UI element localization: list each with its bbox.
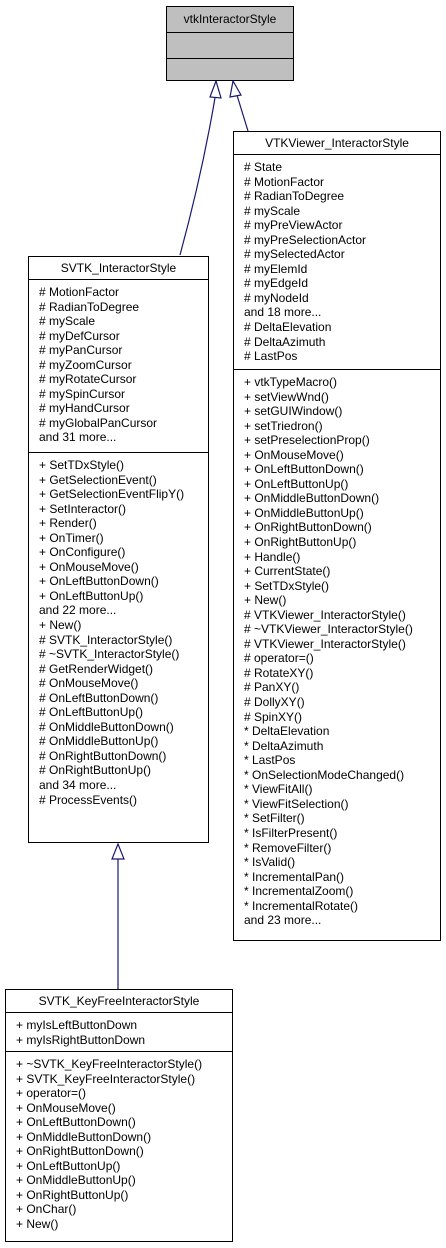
method-item: * LastPos xyxy=(244,753,296,768)
attribute-item: # RadianToDegree xyxy=(39,299,140,314)
methods-section xyxy=(6,1052,232,1237)
attribute-item: # myRotateCursor xyxy=(39,372,137,387)
attribute-item: # mySelectedActor xyxy=(244,247,345,262)
method-item: + setPreselectionProp() xyxy=(244,433,370,448)
method-item: # VTKViewer_InteractorStyle() xyxy=(244,607,406,622)
attribute-item: + myIsLeftButtonDown xyxy=(16,1018,138,1032)
class-vtkinteractorstyle[interactable] xyxy=(166,6,294,81)
attributes-section xyxy=(167,33,293,59)
method-item: + New() xyxy=(16,1217,59,1232)
arrowhead-svtk-to-base xyxy=(210,81,221,98)
method-item: # OnMouseMove() xyxy=(39,676,139,691)
method-item: * IsValid() xyxy=(244,855,296,870)
method-item: + setTriedron() xyxy=(244,418,323,433)
method-item: + OnRightButtonUp() xyxy=(16,1187,129,1202)
method-item: and 34 more... xyxy=(39,778,117,793)
method-item: + SVTK_KeyFreeInteractorStyle() xyxy=(16,1071,196,1086)
method-item: # ~SVTK_InteractorStyle() xyxy=(39,647,180,662)
attributes-section xyxy=(6,1013,232,1052)
method-item: # GetRenderWidget() xyxy=(39,661,154,676)
method-item: + OnMiddleButtonUp() xyxy=(16,1173,136,1188)
method-item: + OnMouseMove() xyxy=(244,447,344,462)
method-item: # SpinXY() xyxy=(244,709,303,724)
method-item: # OnLeftButtonDown() xyxy=(39,690,159,705)
methods-section xyxy=(234,370,440,933)
method-item: + SetTDxStyle() xyxy=(244,578,330,593)
method-item: and 22 more... xyxy=(39,603,117,618)
method-item: + OnMiddleButtonDown() xyxy=(16,1129,152,1144)
methods-section xyxy=(167,59,293,83)
method-item: # operator=() xyxy=(244,651,314,666)
method-item: # PanXY() xyxy=(244,680,300,695)
method-item: * IsFilterPresent() xyxy=(244,825,338,840)
class-name: SVTK_InteractorStyle xyxy=(29,257,208,280)
method-item: + CurrentState() xyxy=(244,564,331,579)
attribute-item: # myEdgeId xyxy=(244,276,309,291)
attribute-item: # myPreViewActor xyxy=(244,218,343,233)
method-item: * OnSelectionModeChanged() xyxy=(244,767,405,782)
method-item: + vtkTypeMacro() xyxy=(244,375,338,389)
method-item: + OnLeftButtonDown() xyxy=(244,462,364,477)
attribute-item: # DeltaElevation xyxy=(244,320,332,335)
method-item: + SetTDxStyle() xyxy=(39,458,125,472)
method-item: + OnMouseMove() xyxy=(39,559,139,574)
method-item: # ~VTKViewer_InteractorStyle() xyxy=(244,622,413,637)
method-item: * SetFilter() xyxy=(244,811,305,826)
method-item: + GetSelectionEventFlipY() xyxy=(39,487,185,502)
class-svtk-keyfree-interactorstyle[interactable] xyxy=(5,989,233,1242)
methods-section xyxy=(29,453,208,812)
method-item: + ~SVTK_KeyFreeInteractorStyle() xyxy=(16,1057,203,1071)
method-item: * ViewFitAll() xyxy=(244,782,313,797)
method-item: + OnLeftButtonDown() xyxy=(16,1115,136,1130)
method-item: # ProcessEvents() xyxy=(39,792,138,807)
attribute-item: # State xyxy=(244,160,283,174)
arrowhead-keyfree-to-svtk xyxy=(112,844,124,859)
method-item: # OnMiddleButtonDown() xyxy=(39,719,174,734)
attribute-item: # myScale xyxy=(244,203,301,218)
method-item: + GetSelectionEvent() xyxy=(39,472,157,487)
method-item: * ViewFitSelection() xyxy=(244,796,349,811)
method-item: # OnLeftButtonUp() xyxy=(39,705,144,720)
method-item: + New() xyxy=(39,618,82,633)
method-item: + OnConfigure() xyxy=(39,545,126,560)
method-item: # RotateXY() xyxy=(244,665,314,680)
method-item: # OnRightButtonDown() xyxy=(39,748,167,763)
method-item: and 23 more... xyxy=(244,913,322,928)
method-item: * DeltaElevation xyxy=(244,724,330,739)
method-item: + Handle() xyxy=(244,549,301,564)
attribute-item: # myElemId xyxy=(244,261,308,276)
class-vtkviewer-interactorstyle[interactable] xyxy=(233,131,441,941)
class-svtk-interactorstyle[interactable] xyxy=(28,256,209,843)
attribute-item: + myIsRightButtonDown xyxy=(16,1032,146,1047)
attribute-item: # DeltaAzimuth xyxy=(244,334,326,349)
attribute-item: # MotionFactor xyxy=(244,174,325,189)
method-item: # SVTK_InteractorStyle() xyxy=(39,632,173,647)
attributes-section xyxy=(29,280,208,453)
method-item: + OnTimer() xyxy=(39,530,104,545)
attribute-item: # myZoomCursor xyxy=(39,357,132,372)
method-item: # VTKViewer_InteractorStyle() xyxy=(244,636,406,651)
method-item: # DollyXY() xyxy=(244,695,305,710)
method-item: + OnMiddleButtonUp() xyxy=(244,505,364,520)
attribute-item: # myDefCursor xyxy=(39,328,120,343)
attribute-item: # mySpinCursor xyxy=(39,386,126,401)
attributes-section xyxy=(234,155,440,370)
method-item: + OnRightButtonUp() xyxy=(244,535,357,550)
attribute-item: # LastPos xyxy=(244,349,298,364)
class-name: SVTK_KeyFreeInteractorStyle xyxy=(6,990,232,1013)
attribute-item: # myPanCursor xyxy=(39,343,123,358)
attribute-item: # myGlobalPanCursor xyxy=(39,415,158,430)
method-item: + OnRightButtonDown() xyxy=(16,1144,144,1159)
attribute-item: # myPreSelectionActor xyxy=(244,232,367,247)
method-item: * RemoveFilter() xyxy=(244,840,332,855)
method-item: + SetInteractor() xyxy=(39,501,127,516)
method-item: + Render() xyxy=(39,516,97,531)
method-item: * IncrementalPan() xyxy=(244,869,345,884)
arrowhead-vtkviewer-to-base xyxy=(230,81,241,97)
method-item: + New() xyxy=(244,593,287,608)
method-item: + OnLeftButtonUp() xyxy=(39,588,144,603)
method-item: + OnLeftButtonUp() xyxy=(16,1158,121,1173)
method-item: + OnRightButtonDown() xyxy=(244,520,372,535)
method-item: + operator=() xyxy=(16,1086,87,1101)
method-item: + setGUIWindow() xyxy=(244,404,343,419)
method-item: + OnLeftButtonUp() xyxy=(244,476,349,491)
attribute-item: and 31 more... xyxy=(39,430,117,445)
attribute-item: and 18 more... xyxy=(244,305,322,320)
class-name: vtkInteractorStyle xyxy=(167,7,293,33)
method-item: + OnChar() xyxy=(16,1202,77,1217)
attribute-item: # RadianToDegree xyxy=(244,189,345,204)
attribute-item: # MotionFactor xyxy=(39,285,120,299)
method-item: * DeltaAzimuth xyxy=(244,738,324,753)
method-item: # OnRightButtonUp() xyxy=(39,763,152,778)
method-item: * IncrementalRotate() xyxy=(244,898,359,913)
class-name: VTKViewer_InteractorStyle xyxy=(234,132,440,155)
method-item: + OnLeftButtonDown() xyxy=(39,574,159,589)
attribute-item: # myScale xyxy=(39,314,96,329)
attribute-item: # myHandCursor xyxy=(39,401,130,416)
method-item: * IncrementalZoom() xyxy=(244,884,354,899)
method-item: + OnMouseMove() xyxy=(16,1100,116,1115)
method-item: + OnMiddleButtonDown() xyxy=(244,491,380,506)
edge-vtkviewer-to-base xyxy=(236,92,248,131)
method-item: + setViewWnd() xyxy=(244,389,329,404)
attribute-item: # myNodeId xyxy=(244,290,309,305)
method-item: # OnMiddleButtonUp() xyxy=(39,734,159,749)
edge-svtk-to-base xyxy=(180,92,216,255)
